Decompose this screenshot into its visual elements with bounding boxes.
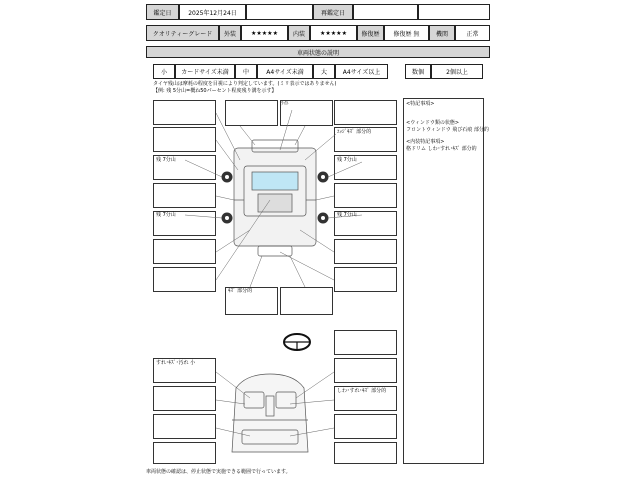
label-tire-left-front: 残 7分山 — [156, 157, 176, 163]
section-title: 車両状態の説明 — [146, 46, 490, 58]
label-interior-right: しわ･すれ･ｷｽﾞ 部分的 — [337, 388, 387, 394]
inspection-date-label: 鑑定日 — [146, 4, 179, 20]
interior-remarks-text: 格ドリム しわ･すれ･ｷｽﾞ 部分的 — [406, 146, 477, 152]
interior-stars: ★★★★★ — [310, 25, 357, 41]
engine-function-label: 機関 — [429, 25, 455, 41]
window-text: フロントウィンドウ 飛び石痕 部分的 — [406, 127, 489, 133]
repair-history-value: 修復歴 無 — [384, 25, 429, 41]
label-scratch-partial: ｷｽﾞ 部分的 — [228, 288, 253, 294]
reinspection-date-label: 再鑑定日 — [313, 4, 353, 20]
label-tire-right-rear: 残 7分山 — [337, 212, 357, 218]
tire-note-line1: タイヤ残山は摩耗の程度を目視により判定しています。(ミリ表示ではありません) — [153, 81, 337, 87]
size-medium-desc: A4サイズ未満 — [257, 64, 313, 79]
size-large-desc: A4サイズ以上 — [335, 64, 388, 79]
tire-note-line2: 【例: 残 5分山=概ね50パーセント程度残り溝を示す】 — [153, 88, 277, 94]
size-large: 大 — [313, 64, 335, 79]
label-light: ﾗｲﾄ — [281, 101, 289, 107]
inspection-date-value: 2025年12月24日 — [179, 4, 246, 20]
exterior-stars: ★★★★★ — [241, 25, 288, 41]
exterior-label: 外装 — [219, 25, 241, 41]
count-label: 数個 — [405, 64, 431, 79]
interior-remarks-heading: <内装特記事項> — [406, 139, 445, 145]
remarks-heading: <特記事項> — [406, 101, 435, 107]
window-heading: <ウィンドウ類の状態> — [406, 120, 460, 126]
size-small-desc: カードサイズ未満 — [175, 64, 235, 79]
interior-label: 内装 — [288, 25, 310, 41]
label-edge-scratch: ｴｯｼﾞｷｽﾞ 部分的 — [337, 129, 372, 135]
footer-note: 車両状態の確認は、停止状態で実施できる範囲で行っています。 — [146, 469, 291, 475]
quality-grade-label: クオリティーグレード — [146, 25, 219, 41]
label-interior-left: すれ･ｷｽﾞ･汚れ 小 — [156, 360, 196, 366]
size-small: 小 — [153, 64, 175, 79]
count-value: 2個以上 — [431, 64, 483, 79]
repair-history-label: 修復歴 — [357, 25, 384, 41]
steering-wheel-icon — [284, 334, 310, 350]
label-tire-left-rear: 残 7分山 — [156, 212, 176, 218]
engine-function-value: 正常 — [455, 25, 490, 41]
label-tire-right-front: 残 7分山 — [337, 157, 357, 163]
size-medium: 中 — [235, 64, 257, 79]
